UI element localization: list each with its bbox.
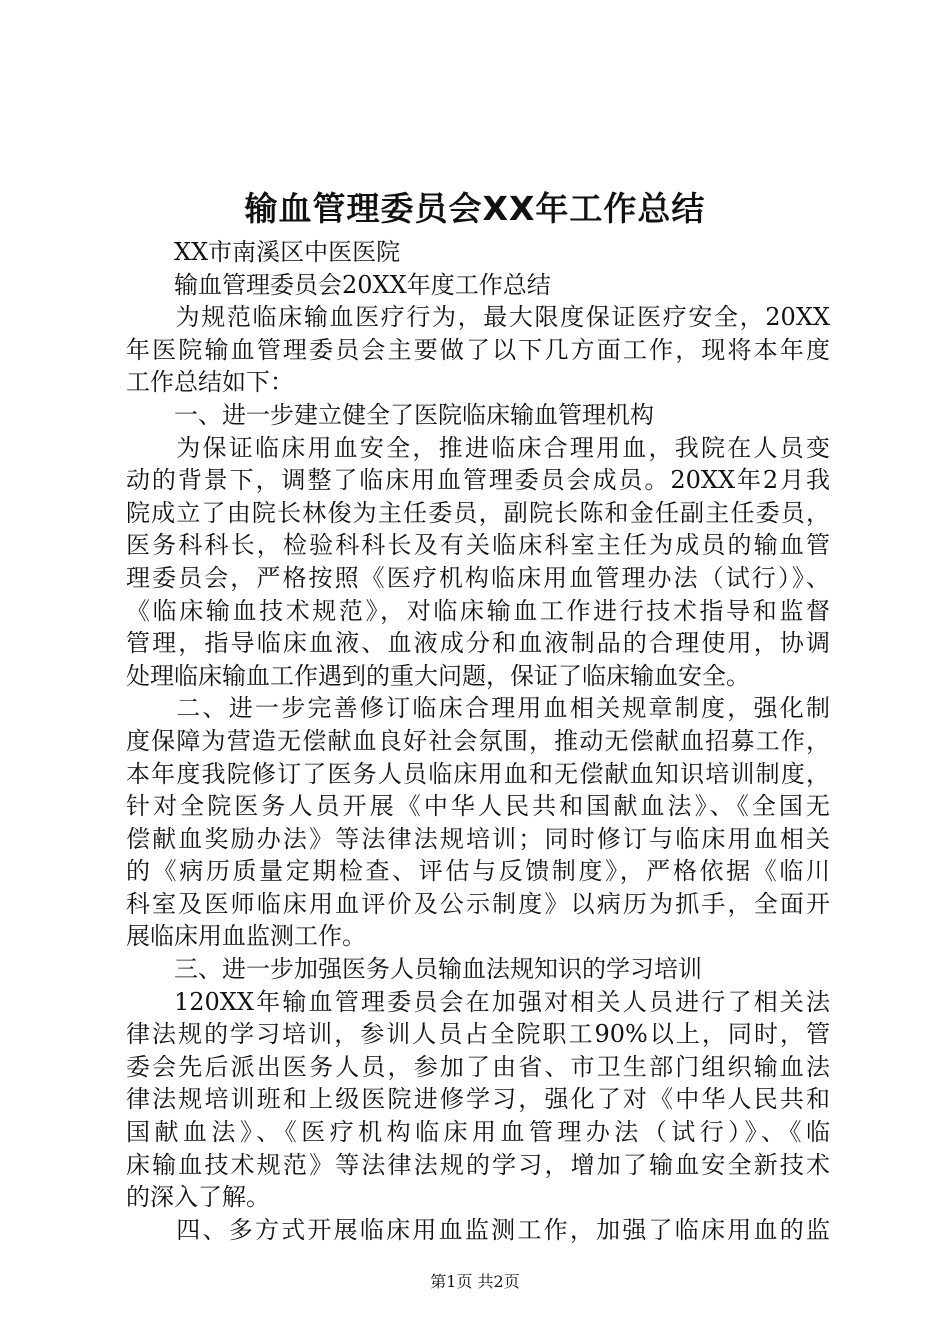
body-line: 管理，指导临床血液、血液成分和血液制品的合理使用，协调 [126,629,830,658]
body-line: 工作总结如下： [126,368,294,397]
body-line: 年医院输血管理委员会主要做了以下几方面工作，现将本年度 [126,335,830,364]
body-line: 国献血法》、《医疗机构临床用血管理办法（试行）》、《临 [126,1118,830,1147]
body-line: 二、进一步完善修订临床合理用血相关规章制度，强化制 [174,694,830,723]
body-line: 度保障为营造无偿献血良好社会氛围，推动无偿献血招募工作， [126,726,830,755]
body-line: 委会先后派出医务人员，参加了由省、市卫生部门组织输血法 [126,1052,830,1081]
body-line: 床输血技术规范》等法律法规的学习，增加了输血安全新技术 [126,1150,830,1179]
body-line: 动的背景下，调整了临床用血管理委员会成员。20XX年2月我 [126,466,830,495]
body-line: 120XX年输血管理委员会在加强对相关人员进行了相关法 [174,987,830,1016]
body-line: 律法规培训班和上级医院进修学习，强化了对《中华人民共和 [126,1085,830,1114]
body-line: 科室及医师临床用血评价及公示制度》以病历为抓手，全面开 [126,889,830,918]
body-line: 四、多方式开展临床用血监测工作，加强了临床用血的监 [174,1215,830,1244]
body-line: 《临床输血技术规范》，对临床输血工作进行技术指导和监督 [126,596,830,625]
body-line: 处理临床输血工作遇到的重大问题，保证了临床输血安全。 [126,661,750,690]
body-line: 理委员会，严格按照《医疗机构临床用血管理办法（试行）》、 [126,563,830,592]
body-line: 为规范临床输血医疗行为，最大限度保证医疗安全，20XX [174,303,830,332]
body-line: 针对全院医务人员开展《中华人民共和国献血法》、《全国无 [126,792,830,821]
body-line: 的深入了解。 [126,1183,270,1212]
body-line: 为保证临床用血安全，推进临床合理用血，我院在人员变 [174,433,830,462]
body-line: 的《病历质量定期检查、评估与反馈制度》，严格依据《临川 [126,857,830,886]
document-title: 输血管理委员会XX年工作总结 [244,189,706,228]
body-line: 律法规的学习培训，参训人员占全院职工90%以上，同时，管 [126,1020,830,1049]
document-body [126,236,830,1246]
body-line: 医务科科长，检验科科长及有关临床科室主任为成员的输血管 [126,531,830,560]
body-line: XX市南溪区中医医院 [174,238,401,266]
body-line: 本年度我院修订了医务人员临床用血和无偿献血知识培训制度， [126,759,830,788]
body-line: 一、进一步建立健全了医院临床输血管理机构 [174,400,654,429]
body-line: 三、进一步加强医务人员输血法规知识的学习培训 [174,955,702,984]
body-line: 输血管理委员会20XX年度工作总结 [174,270,551,299]
body-line: 院成立了由院长林俊为主任委员，副院长陈和金任副主任委员， [126,498,830,527]
page-footer: 第1页 共2页 [430,1272,520,1291]
body-line: 展临床用血监测工作。 [126,922,366,951]
body-line: 偿献血奖励办法》等法律法规培训；同时修订与临床用血相关 [126,824,830,853]
